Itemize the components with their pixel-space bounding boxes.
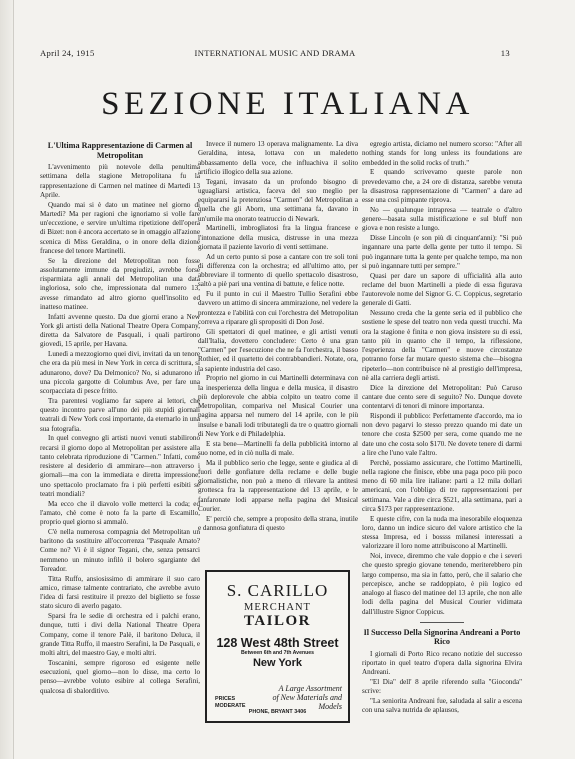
paragraph: Dice la direzione del Metropolitan: Può Caruso cantare due cento sere di seguito? No. Dunque dovete contentarvi di tenori di minore importanza.: [362, 383, 522, 410]
paragraph: L'avvenimento più notevole della penultima settimana della stagione Metropolitana fu la rappresentazione di Carmen nel matinee di Martedì 13 Aprile.: [40, 163, 200, 199]
ad-prices-line-2: MODERATE: [215, 703, 246, 709]
paragraph: No — qualunque intrapresa — teatrale o d'altro genere—basata sulla mistificazione e sul bluff non giova e non resiste a lungo.: [362, 205, 522, 233]
paragraph: Tra parentesi vogliamo far sapere ai lettori, che questo incontro parve all'uno dei più stupidi giornali teatrali di New York così importante, da eternarlo in una sua fotografia.: [40, 396, 200, 433]
paragraph: "La seniorita Andreani fue, saludada al salir a escena con una salva nutrida de aplausos,: [362, 697, 522, 715]
issue-date: April 24, 1915: [40, 48, 95, 58]
paragraph: egregio artista, diciamo nel numero scorso: "After all nothing stands for long unless its foundations are embedded in the solid rocks of truth.": [362, 140, 522, 167]
tailor-advertisement: [205, 570, 350, 723]
paragraph: Proprio nel giorno in cui Martinelli determinava con la inesperienza della lingua e della musica, il disastro più deplorevole che abbia colpito un teatro come il Metropolitan, compariva nel Musical Courier una pagina apparsa nel numero del 14 aprile, con le più insulse e banali lodi tributategli da tre o quattro giornali di New York e di Philadelphia.: [198, 374, 358, 438]
publication-title: INTERNATIONAL MUSIC AND DRAMA: [194, 48, 356, 58]
article-title: Il Successo Della Signorina Andreani a Porto Rico: [363, 627, 521, 647]
paragraph: Ma ecco che il diavolo volle metterci la coda; ed l'amato, chè come è noto fa la parte di Escamillo, proprio quel giorno si ammalò.: [40, 499, 200, 527]
column-2: [198, 140, 358, 560]
section-divider: [420, 622, 464, 623]
paragraph: "El Dia" dell' 8 aprile riferendo sulla "Gioconda" scrive:: [362, 678, 522, 696]
column-1: [40, 140, 200, 740]
paragraph: Lunedì a mezzogiorno quei divi, invitati da un tenore che era da più mesi in New York in cerca di scrittura, si adunarono, dove? Da Delmonico? No, si adunarono in una piccola gargotte di Columbus Ave, per fare una scorpacciata di pesce fritto.: [40, 350, 200, 396]
ad-address: 128 West 48th Street: [216, 636, 339, 650]
paragraph: Rispondi il pubblico: Perfettamente d'accordo, ma io non devo pagarvi lo stesso prezzo quando mi date un tenore che costa $2500 per sera, come quando me ne date uno che costa solo $170. Ne dovete tenere di darmi a lire che l'uno vale l'altro.: [362, 411, 522, 457]
paragraph: Disse Lincoln (e son più di cinquant'anni): "Si può ingannare una parte della gente per tutto il tempo. Si può ingannare tutta la gente per qualche tempo, ma non si può ingannare tutti per sempre.": [362, 234, 522, 270]
paragraph: Fu il punto in cui il Maestro Tullio Serafini ebbe davvero un attimo di sincera ammirazione, nel vedere la prontezza e l'abilità con cui l'orchestra del Metropolitan correva a riparare gli spropositi di Don José.: [198, 290, 358, 326]
paragraph: C'è nella numerosa compagnia del Metropolitan un baritono da sostituire all'occorrenza "Pasquale Amato? Come no? Vi è il signor Tegani, che, senza pensarci nemmeno un minuto infilò il bolero sgargiante del Toreador.: [40, 527, 200, 573]
paragraph: Quasi per dare un sapore di ufficialità alla auto reclame del buon Martinelli a piede di essa figurava l'autorevole nome del Signor G. C. Coppicus, segretario generale di Gatti.: [362, 271, 522, 308]
column-3: [362, 140, 522, 740]
ad-slogan: A Large Assortment of New Materials and Models: [272, 684, 342, 711]
paragraph: E queste cifre, con la nuda ma inesorabile eloquenza loro, danno un indice sicuro del valore artistico che la stessa Impresa, ed i bossss milanesi interessati a valorizzare il loro nome attribuiscono al Martinelli.: [362, 514, 522, 551]
ad-city: New York: [252, 657, 303, 669]
paragraph: Ma il pubblico serio che legge, sente e giudica al di fuori delle gonfiature della reclame e delle bugie giornalistiche, non può a meno di rilevare la antitesi grottesca fra la rappresentazione del 13 aprile, e le fanfaronate lodi apparse nella pagina del Musical Courier.: [198, 458, 358, 513]
ad-between-avenues: Between 6th and 7th Avenues: [240, 650, 315, 656]
ad-trade-line-1: MERCHANT: [244, 602, 311, 613]
article-title: L'Ultima Rappresentazione di Carmen al Metropolitan: [47, 141, 193, 160]
paragraph: Toscanini, sempre rigoroso ed esigente nelle esecuzioni, quel giorno—non lo disse, ma certo lo penso—avrebbe voluto esibire al collega Serafini, qualcosa di sbalorditivo.: [40, 658, 200, 695]
paragraph: Perchè, possiamo assicurare, che l'ottimo Martinelli, nella ragione che finisce, ebbe una paga poco più poco meno di 60 mila lire italiane: parti a 12 mila dollari americani, con l'obbligo di tre rappresentazioni per settimana. Vale a dire circa $521, alla settimana, pari a circa $173 per rappresentazione.: [362, 458, 522, 513]
page-number: 13: [500, 48, 510, 58]
paragraph: Noi, invece, diremmo che vale doppio e che i severi che questo spregio giovane tenendo, meriterebbero pin largo compenso, ma sia in fatto, però, che il salario che percepisce, anche se raddoppiato, è più logico ed analogo al fiasco del matinee del 13 aprile, che non alle lodi della pagina del Musical Courier vidimata dall'illustre Signor Coppicus.: [362, 552, 522, 616]
paragraph: Se la direzione del Metropolitan non fosse assolutamente immune da pregiudizi, avrebbe forse risparmiata agli annali del Metropolitan una data ingloriosa, solo che, impressionata dal numero 13, avesse rimandato ad altro giorno quell'insolito ed inatteso matinee.: [40, 256, 200, 311]
paragraph: E sta bene—Martinelli fa della pubblicità intorno al suo nome, ed in ciò nulla di male.: [198, 439, 358, 457]
paragraph: E quando scrivevamo queste parole non prevedevamo che, a 24 ore di distanza, sarebbe venuta la disastrosa rappresentazione di "Carmen" a dare ad esse una così pimpante riprova.: [362, 168, 522, 204]
section-title: SEZIONE ITALIANA: [101, 86, 474, 122]
paragraph: Quando mai si è dato un matinee nel giorno di Martedì? Ma per ragioni che ignoriamo si volle fare un'eccezione, e servire un'ultima ripetizione dell'opera di Bizet: non è ancora accertato se in omaggio all'azione scenica di Miss Geraldina, o in onore della dizione francese del tenore Martinelli.: [40, 200, 200, 255]
ad-name: S. CARILLO: [226, 581, 329, 600]
paragraph: E' perciò che, sempre a proposito della strana, inutile e dannosa gonfiatura di questo: [198, 514, 358, 532]
paragraph: Martinelli, imbrogliatosi fra la lingua francese e l'intonazione della musica, distrusse in una mezza giornata il paziente lavorio di venti settimane.: [198, 224, 358, 251]
paragraph: Sparsi fra le sedie di orchestra ed i palchi erano, dunque, tutti i divi della National Theatre Opera Company, come il tenore Palè, il baritono Deluca, il grande Titta Ruffo, il maestro Serafini, la De Pasquali, e molti altri, del maestro Gay, e molti altri.: [40, 612, 200, 658]
paragraph: Ad un certo punto si pose a cantare con tre soli toni di differenza con la orchestra; ed all'ultimo atto, per abbreviare il tormento di quello spettacolo disastroso, saltò a piè pari una ventina di battute, e felice notte.: [198, 252, 358, 289]
ad-trade-line-2: TAILOR: [243, 613, 312, 629]
paragraph: Gli spettatori di quel matinee, e gli artisti venuti dall'Italia, dovettero concludere: Certo è una gran "Carmen" per l'esecuzione che ne fa l'orchestra, il basso Rothier, ed il quartetto dei contrabbandieri. Notate, ora, la sapiente industria del caso.: [198, 327, 358, 373]
ad-phone: PHONE, BRYANT 3406: [248, 709, 307, 715]
paragraph: Infatti avvenne questo. Da due giorni erano a New York gli artisti della National Theatre Opera Company, diretta da Salvatore de Pasquali, i quali partirono giovedì, 15 aprile, per Havana.: [40, 312, 200, 349]
ad-prices-line-1: PRICES: [215, 696, 236, 702]
paragraph: Tegani, invasato da un profondo bisogno di uguagliarsi artistica, faceva del suo meglio per equipararsi la pretenziosa "Carmen" del Metropolitan a quella che gli Aborn, una settimana fa, davano in un'umile ma onorato teatruccio di Newark.: [198, 177, 358, 223]
paragraph: Invece il numero 13 operava malignamente. La diva Geraldina, intesa, lottava con un maledetto abbassamento della voce, che influachiva il solito artificio illogico della sua azione.: [198, 140, 358, 176]
ad-prices: [215, 696, 245, 710]
paragraph: I giornali di Porto Rico recano notizie del successo riportato in quel teatro d'opera dalla signorina Elvira Andreani.: [362, 649, 522, 677]
paragraph: Titta Ruffo, ansiosissimo di ammirare il suo caro amico, rimase talmente contrariato, che avrebbe avuto l'idea di farsi restituire il prezzo del biglietto se fosse stato sicuro di averlo pagato.: [40, 574, 200, 611]
paragraph: In quel convegno gli artisti nuovi venuti stabilirono recarsi il giorno dopo al Metropolitan per assistere alla tanto celebrata riproduzione di "Carmen." Infatti, come resistere al desiderio di ammirare—non attraverso i giornali—ma con la immediata e diretta impressione, uno spettacolo proclamato fra i più perfetti esibiti se teatri mondiali?: [40, 434, 200, 498]
paragraph: Nessuno creda che la gente seria ed il pubblico che sostiene le spese del teatro non veda questi trucchi. Ma ora la stagione è finita e non giova insistere su di essi, tanto più in quanto che il tempo, la riflessione, l'esperienza della "Carmen" e nuove circostanze potranno forse far mutare questo sistema che—bisogna ripeterlo—non contribuisce nè al prestigio dell'impresa, nè alla carriera degli artisti.: [362, 309, 522, 382]
